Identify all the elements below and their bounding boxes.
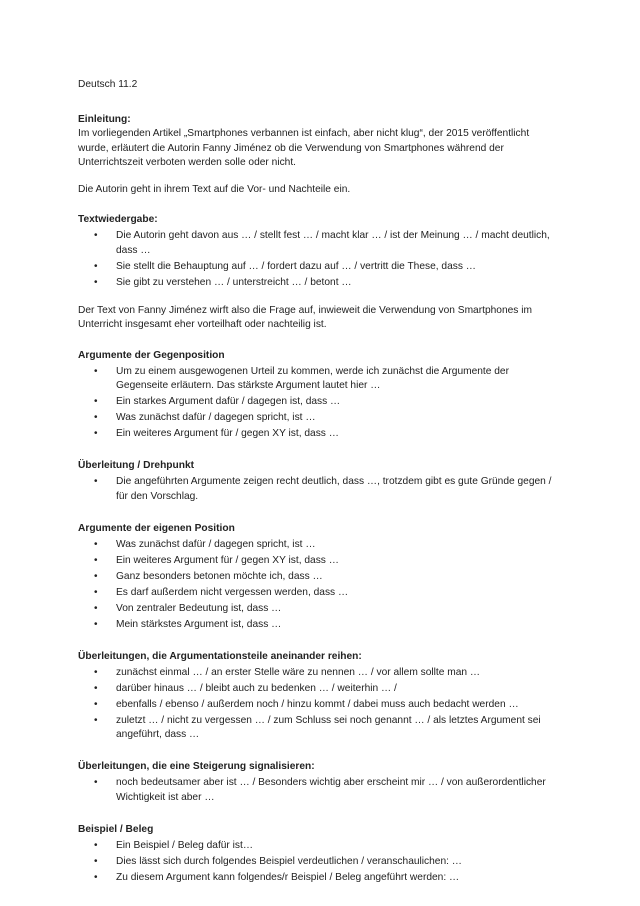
course-title: Deutsch 11.2 — [78, 79, 138, 90]
bullet-icon: • — [94, 276, 98, 288]
bullet-icon: • — [94, 602, 98, 614]
list-item: • Um zu einem ausgewogenen Urteil zu kommen, werde ich zunächst die Argumente der Gegenseite erläutern. Das stärkste Argument lautet hier … — [94, 365, 509, 391]
steigerung-list — [78, 776, 558, 805]
beispiel-list — [78, 839, 558, 886]
bullet-icon: • — [94, 396, 98, 407]
section-heading-aneinanderreihen: Überleitungen, die Argumentationsteile aneinander reihen: — [78, 650, 362, 662]
einleitung-paragraph-2: Die Autorin geht in ihrem Text auf die Vor- und Nachteile ein. — [78, 183, 351, 195]
textwiedergabe-list — [78, 229, 558, 290]
section-heading-einleitung: Einleitung: — [78, 114, 131, 125]
list-item: • Ganz besonders betonen möchte ich, dass … — [78, 570, 558, 585]
bullet-icon: • — [94, 618, 98, 630]
list-item: • Was zunächst dafür / dagegen spricht, ist … — [78, 538, 558, 553]
bullet-icon: • — [94, 777, 98, 788]
list-item: • zunächst einmal … / an erster Stelle wäre zu nennen … / vor allem sollte man … — [78, 666, 558, 681]
list-item: • darüber hinaus … / bleibt auch zu bedenken … / weiterhin … / — [78, 682, 558, 697]
list-item: • Dies lässt sich durch folgendes Beispiel verdeutlichen / veranschaulichen: … — [78, 855, 558, 870]
list-item: • Mein stärkstes Argument ist, dass … — [78, 618, 558, 633]
section-heading-eigene-position: Argumente der eigenen Position — [78, 522, 235, 534]
list-item: • Was zunächst dafür / dagegen spricht, ist … — [78, 411, 558, 426]
textwiedergabe-paragraph: Der Text von Fanny Jiménez wirft also die Frage auf, inwieweit die Verwendung von Smartphones im Unterricht insgesamt eher vorteilhaft oder nachteilig ist. — [78, 304, 532, 330]
bullet-icon: • — [94, 554, 98, 566]
bullet-icon: • — [94, 538, 98, 550]
section-heading-textwiedergabe: Textwiedergabe: — [78, 214, 158, 225]
bullet-icon: • — [94, 871, 98, 883]
list-item: • noch bedeutsamer aber ist … / Besonders wichtig aber erscheint mir … / von außerordentlicher Wichtigkeit ist aber … — [94, 777, 546, 803]
bullet-icon: • — [94, 666, 98, 678]
bullet-icon: • — [94, 855, 98, 867]
bullet-icon: • — [94, 682, 98, 694]
section-heading-steigerung: Überleitungen, die eine Steigerung signalisieren: — [78, 761, 315, 772]
list-item: • zuletzt … / nicht zu vergessen … / zum Schluss sei noch genannt … / als letztes Argument sei angeführt, dass … — [94, 714, 541, 740]
list-item: • Es darf außerdem nicht vergessen werden, dass … — [78, 586, 558, 601]
bullet-icon: • — [94, 260, 98, 272]
list-item: • Ein Beispiel / Beleg dafür ist… — [78, 839, 558, 854]
einleitung-paragraph: Im vorliegenden Artikel „Smartphones verbannen ist einfach, aber nicht klug“, der 2015 veröffentlicht wurde, erläutert die Autorin Fanny Jiménez ob die Verwendung von Smartphones während der Unterrichtszeit verboten werden solle oder nicht. — [78, 128, 530, 168]
list-item: • Die angeführten Argumente zeigen recht deutlich, dass …, trotzdem gibt es gute Gründe gegen / für den Vorschlag. — [94, 476, 552, 502]
list-item: • Die Autorin geht davon aus … / stellt fest … / macht klar … / ist der Meinung … / macht deutlich, dass … — [94, 230, 550, 256]
bullet-icon: • — [94, 570, 98, 582]
bullet-icon: • — [94, 714, 98, 726]
bullet-icon: • — [94, 839, 98, 851]
list-item: • ebenfalls / ebenso / außerdem noch / hinzu kommt / dabei muss auch bedacht werden … — [78, 698, 558, 713]
bullet-icon: • — [94, 586, 98, 598]
aneinanderreihen-list — [78, 666, 558, 743]
eigene-position-list — [78, 538, 558, 633]
bullet-icon: • — [94, 428, 98, 439]
bullet-icon: • — [94, 698, 98, 710]
drehpunkt-list — [78, 475, 558, 504]
list-item: • Ein weiteres Argument für / gegen XY ist, dass … — [78, 554, 558, 569]
list-item: • Sie gibt zu verstehen … / unterstreicht … / betont … — [78, 276, 558, 291]
section-heading-drehpunkt: Überleitung / Drehpunkt — [78, 460, 195, 471]
list-item: • Sie stellt die Behauptung auf … / fordert dazu auf … / vertritt die These, dass … — [78, 260, 558, 275]
bullet-icon: • — [94, 230, 98, 241]
list-item: • Von zentraler Bedeutung ist, dass … — [78, 602, 558, 617]
document-page — [78, 78, 558, 887]
bullet-icon: • — [94, 365, 98, 377]
list-item: • Ein weiteres Argument für / gegen XY ist, dass … — [78, 427, 558, 442]
list-item: • Zu diesem Argument kann folgendes/r Beispiel / Beleg angeführt werden: … — [78, 871, 558, 886]
gegenposition-list — [78, 365, 558, 442]
section-heading-beispiel: Beispiel / Beleg — [78, 823, 154, 835]
bullet-icon: • — [94, 476, 98, 487]
section-heading-gegenposition: Argumente der Gegenposition — [78, 349, 225, 361]
bullet-icon: • — [94, 412, 98, 423]
list-item: • Ein starkes Argument dafür / dagegen ist, dass … — [78, 395, 558, 410]
